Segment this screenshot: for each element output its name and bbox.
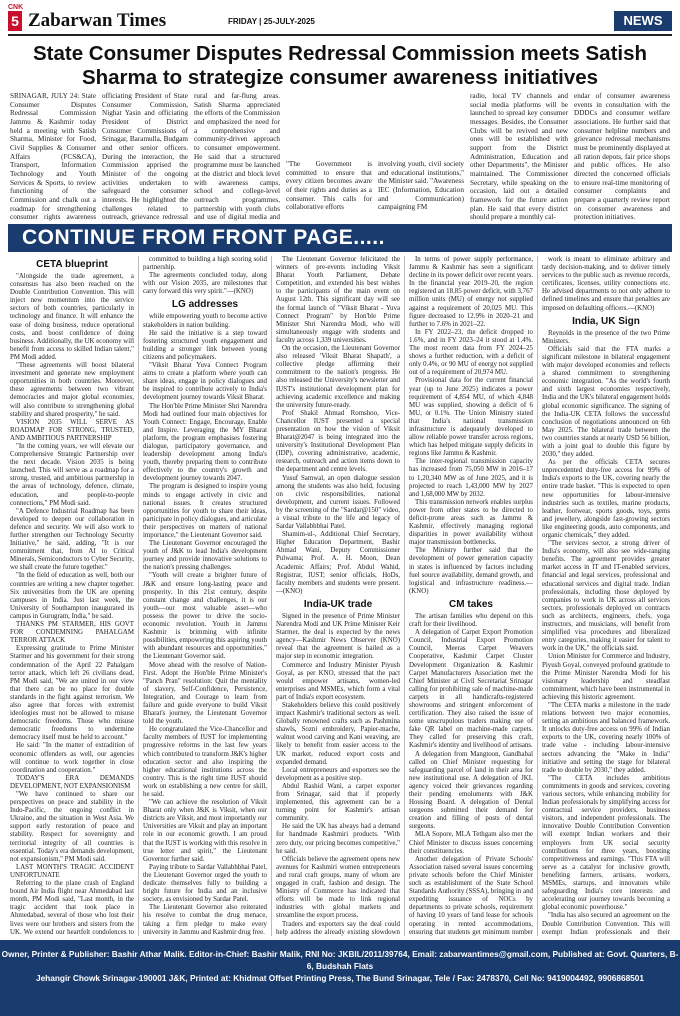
- story-column-1: [10, 256, 134, 936]
- story-paragraph: Union Minister for Commerce and Industry, Piyush Goyal, conveyed profound gratitude to the Prime Minister Narendra Modi for his visionary leadership and steadfast commitment, which have been instrumental in achieving this historic agreement.: [542, 653, 670, 701]
- story-paragraph: Provisional data for the current financial year (up to June 2025) indicates a power requirement of 4,854 MU, of which 4,848 MU was supplied, showing a deficit of 6 MU, or 0.1%. The Union Ministry stated that India's national transmission infrastructure is adequately developed to allow reliable power transfer across regions, which has helped mitigate supply deficits in regions like Jammu & Kashmir.: [409, 377, 533, 458]
- story-paragraph: The agreements concluded today, along with our Vision 2035, are milestones that carry forward this very spirit."—(KNO): [143, 272, 267, 296]
- lead-column-2: officiating President of State Consumer Commission, Nighat Yasin and officiating President of District Consumer Commissions of Srinagar, Baramulla, Budgam and other senior officers. During the interaction, the Commission apprised the Minister of the ongoing activities undertaken to safeguard the consumer interests. He highlighted the challenges related to outreach, grievance redressal: [102, 92, 188, 222]
- story-paragraph: Expressing gratitude to Prime Minister Starmer and his government for their strong condemnation of the April 22 Pahalgam terror attack, which left 26 civilians dead, PM Modi said, "We are united in our view that there can be no place for double standards in the fight against terrorism. We also agree that forces with extremist ideologies must not be allowed to misuse democratic freedoms. Those who misuse democratic freedoms to undermine democracy itself must be held to account.": [10, 645, 134, 742]
- continued-stories: [10, 256, 670, 936]
- section-label: NEWS: [614, 11, 672, 31]
- story-paragraph: "The CETA includes ambitious commitments in goods and services, covering various sectors, while enhancing mobility for Indian professionals by simplifying access for contractual service providers, business visitors, and independent professionals. The innovative Double Contribution Convention will exempt Indian workers and their employers from UK social security contributions for three years, boosting competitiveness and earnings. "This FTA will serve as a catalyst for inclusive growth, benefiting farmers, artisans, workers, MSMEs, startups, and innovators while safeguarding India's core interests and accelerating our journey towards becoming a global economic powerhouse.": [542, 774, 670, 912]
- story-paragraph: He congratulated the Vice-Chancellor and faculty members of IUST for implementing progressive reforms in the last few years which contributed to transform J&K's higher education sector and also inspiring the higher educational institutions across the country. This is the right time IUST should work on establishing a new centre for skill, he said.: [143, 726, 267, 798]
- story-column-2: [143, 256, 267, 936]
- lead-column-5: involving youth, civil society and educational institutions," the Minister said. "Awareness IEC (Information, Education and Communication) campaigning FM: [378, 160, 464, 212]
- story-paragraph: Yusuf Samwal, an open dialogue session among the students was also held, focusing on civic responsibilities, national development, and current issues. Followed by the screening of the "Sardar@150" video, a visual tribute to the life and legacy of Sardar Vallabhbhai Patel.: [276, 474, 400, 531]
- story-paragraph: work is meant to eliminate arbitrary and tardy decision-making, and to deliver timely services to the public such as revenue records, certificates, licenses, utility connections etc. He advised departments to not only adhere to defined timelines and ensure that penalties are imposed on defaulting officers.—(KNO): [542, 256, 670, 312]
- masthead: [0, 11, 680, 33]
- story-paragraph: He said the initiative is a step toward fostering structured youth engagement and building a stronger link between young citizens and policymakers.: [143, 329, 267, 361]
- story-paragraph: In FY 2022–23, the deficit dropped to 1.6%, and in FY 2023–24 it stood at 1.4%. The most recent data from FY 2024–25 shows a further reduction, with a deficit of only 0.4%, or 90 MU of energy not supplied out of a requirement of 20,974 MU.: [409, 328, 533, 377]
- story-paragraph: Paying tribute to Sardar Vallabhbhai Patel, the Lieutenant Governor urged the youth to dedicate themselves fully to building a bright future for India and an inclusive society, as envisioned by Sardar Patel.: [143, 863, 267, 904]
- imprint-line-1: Owner, Printer & Publisher: Bashir Athar Malik. Editor-in-Chief: Bashir Malik, RNI No: JKBIL/2011/39764, Email: zabarwantimes@gmail.com, Published at: Govt. Quarters, B-6, Budshah Flats: [1, 949, 679, 971]
- story-paragraph: The Lieutenant Governor encouraged the youth of J&K to lead India's development journey and provide innovative solutions to the nation's pressing challenges.: [143, 540, 267, 572]
- newspaper-brand: Zabarwan Times: [28, 10, 167, 31]
- story-paragraph: On the occasion, the Lieutenant Governor also released 'Viksit Bharat Shapath', a collective pledge affirming their commitment to the nation's progress. He also released the University's newsletter and IUST's institutional development plan for achieving academic excellence and making the university future-ready.: [276, 345, 400, 409]
- story-paragraph: "Youth will create a brighter future of J&K and ensure long-lasting peace and prosperity. In this 21st century, despite constant change and challenges, it is our youth—our most valuable asset—who possess the power to drive the socio-economic revolution. Youth in Jammu Kashmir is brimming with infinite possibilities, empowering this aspiring youth with abundant resources and opportunities," the Lieutenant Governor said.: [143, 572, 267, 661]
- lead-column-4: "The Government is committed to ensure that every citizen becomes aware of their rights and duties as a consumer. This calls for collaborative efforts: [286, 160, 372, 212]
- lead-story: [10, 92, 670, 222]
- lead-column-1: SRINAGAR, JULY 24: State Consumer Disputes Redressal Commission Jammu & Kashmir today held a meeting with Satish Sharma, Minister for Food, Civil Supplies & Consumer Affairs (FCS&CA), Transport, Information Technology and Youth Services & Sports, to review functioning of the Commission and chalk out a roadmap for strengthening consumer rights awareness: [10, 92, 96, 222]
- story-paragraph: "In the coming years, we will elevate our Comprehensive Strategic Partnership over the next decade. Vision 2035 is being launched. This will serve as a roadmap for a strong, trusted, and ambitious partnership in the areas of technology, defence, climate, education, and people-to-people connections," PM Modi said.: [10, 442, 134, 507]
- story-paragraph: Prof Shakil Ahmad Romshoo, Vice-Chancellor IUST presented a special presentation on how the vision of Viksit Bharat@2047 is being integrated into the university's Institutional Development Plan (IDP), covering administrative, academic, research, outreach and action items down to the department and centre levels.: [276, 409, 400, 474]
- story-paragraph: TODAY'S ERA DEMANDS DEVELOPMENT, NOT EXPANSIONISM: [10, 774, 134, 790]
- story-paragraph: The program is designed to inspire young minds to engage actively in civic and national issues. It creates structured opportunities for youth to share their ideas, participate in policy dialogues, and articulate their perspectives on matters of national importance," the Lieutenant Governor said.: [143, 483, 267, 539]
- story-paragraph: A delegation of Carpet Export Promotion Council, Industrial Export Promotion Council, Meeras Carpet Weavers Cooperative, Kashmir Carpet Cluster Development Organization & Kashmir Carpet Manufacturers Association met the Chief Minister at Civil Secretariat Srinagar calling for prohibiting sale of machine-made carpets in all handicrafts-registered showrooms and stringent enforcement of certification. They also raised the issue of some unscrupulous traders making use of fake QR label on machine-made carpets. They called for preserving this craft, Kashmir's identity and livelihood of artisans.: [409, 629, 533, 750]
- story-paragraph: Traders and exporters say the deal could help address the already existing slowdown: [276, 920, 400, 936]
- story-paragraph: "We can achieve the resolution of Viksit Bharat only when J&K is Viksit, when our districts are Viksit, and most importantly our Universities are Viksit and play an important role in our economic growth. I am proud that the IUST is working with this resolve in true letter and spirit," the Lieutenant Governor further said.: [143, 799, 267, 863]
- story-heading: CM takes: [449, 598, 493, 610]
- story-column-3: [276, 256, 400, 936]
- lead-column-3: rural and far-flung areas. Satish Sharma appreciated the efforts of the Commission and emphasized the need for a comprehensive and community-driven approach to consumer empowerment. He said that a structured programme must be launched at the district and block level with awareness camps, school and college-level outreach programmes, partnership with youth clubs and use of digital media and: [194, 92, 280, 222]
- lead-column-6: radio, local TV channels and social media platforms will be launched to spread key consumer messages. Besides, the Consumer Clubs will be revived and new ones will be established with support from the District Administration, Education and other Departments", the Minister maintained. The Commissioner Secretary, while speaking on the occasion, laid out a detailed framework for the future action plan. He said that every district should prepare a monthly cal-: [470, 92, 568, 222]
- story-paragraph: "Viksit Bharat Yuva Connect Program aims to create a platform where youth can share ideas, engage in policy dialogues and be inspired to contribute actively to India's development journey towards Viksit Bharat.: [143, 362, 267, 402]
- story-paragraph: As per the officials CETA secures unprecedented duty-free access for 99% of India's exports to the UK, covering nearly the entire trade basket. "This is expected to open new opportunities for labour-intensive industries such as textiles, marine products, leather, footwear, sports goods, toys, gems and jewellery, alongside fast-growing sectors like engineering goods, auto components, and organic chemicals," they added.: [542, 459, 670, 539]
- story-paragraph: "India has also secured an agreement on the Double Contribution Convention. This will exempt Indian professionals and their: [542, 912, 670, 936]
- story-heading: CETA blueprint: [36, 259, 108, 270]
- story-paragraph: Reynolds in the presence of the two Prime Ministers.: [542, 329, 670, 345]
- story-column-5: [542, 256, 670, 936]
- story-paragraph: Officials believe the agreement opens new avenues for Kashmiri women entrepreneurs and rural craft groups, many of whom are engaged in craft, fashion and design. The Ministry of Commerce has indicated that efforts will be made to link regional industries with global markets and streamline the export process.: [276, 855, 400, 920]
- story-paragraph: Referring to the plane crash of England bound Air India flight near Ahmedabad last month, PM Modi said, "Last month, in the tragic accident that took place in Ahmedabad, several of those who lost their lives were our brothers and sisters from the UK. We extend our heartfelt condolences to: [10, 880, 134, 936]
- story-paragraph: He said: "In the matter of extradition of economic offenders as well, our agencies will continue to work together in close coordination and cooperation.": [10, 742, 134, 774]
- story-paragraph: committed to building a high scoring solid partnership.: [143, 256, 267, 272]
- story-paragraph: "We have continued to share our perspectives on peace and stability in the Indo-Pacific, the ongoing conflict in Ukraine, and the situation in West Asia. We support early restoration of peace and stability. Respect for sovereignty and territorial integrity of all countries is essential. Today's era demands development, not expansionism," PM Modi said.: [10, 791, 134, 863]
- story-heading: LG addresses: [171, 299, 239, 311]
- story-paragraph: Another delegation of Private Schools' Association raised several issues concerning private schools before the Chief Minister such as establishment of the State School Standards Authority (SSSA), bringing in and expediting issuance of NOCs by departments to private schools, requirement of having 10 years of land lease for schools operating in rented accommodations, ensuring that students get minimum number: [409, 855, 533, 936]
- cnk-label: CNK: [8, 4, 24, 11]
- lead-column-7: endar of consumer awareness events in consultation with the DDDCs and consumer welfare associations. He further said that consumer helpline numbers and grievance redressal mechanisms must be prominently displayed at all ration depots, fair price shops and public offices. He also directed the concerned officials to ensure real-time monitoring of consumer complaints and prepare a quarterly review report on consumer awareness and protection initiatives.: [574, 92, 670, 222]
- imprint-line-2: Jehangir Chowk Srinagar-190001 J&K, Printed at: Khidmat Offset Printing Press, The Bund Srinagar, Tele / Fax: 2478370, Cell No: 9419004492, 9906868501: [35, 973, 645, 983]
- story-paragraph: "Alongside the trade agreement, a consensus has also been reached on the Double Contribution Convention. This will inject new momentum into the service sectors of both countries, particularly in technology and finance. It will enhance the ease of doing business, reduce operational costs, and boost confidence of doing business. Additionally, the UK economy will benefit from access to skilled Indian talent," PM Modi added.: [10, 273, 134, 361]
- story-paragraph: He said the UK has always had a demand for handmade Kashmiri products. "With zero duty, our pricing becomes competitive," he said.: [276, 823, 400, 855]
- story-paragraph: LAST MONTH'S TRAGIC ACCIDENT UNFORTUNATE: [10, 863, 134, 879]
- story-paragraph: This transmission network enables surplus power from other states to be directed to deficit-prone areas such as Jammu & Kashmir, effectively managing regional disparities in power availability without major transmission bottlenecks.: [409, 498, 533, 547]
- story-paragraph: The Lieutenant Governor also reiterated his resolve to combat the drug menace, taking a firm pledge to make every university in Jammu and Kashmir drug free.: [143, 904, 267, 936]
- story-paragraph: Commerce and Industry Minister Piyush Goyal, as per KNO, stressed that the pact would empower artisans, women-led enterprises and MSMEs, which form a vital part of India's export ecosystem.: [276, 661, 400, 701]
- story-paragraph: "In the field of education as well, both our countries are writing a new chapter together. Six universities from the UK are opening campuses in India. Just last week, the University of Southampton inaugurated its campus in Gurugram, India," he said.: [10, 572, 134, 620]
- page-number: 5: [8, 11, 22, 31]
- story-paragraph: Move ahead with the resolve of Nation-First. Adopt the Hon'ble Prime Minister's "Panch Pran" resolution: Quit the mentality of slavery, Self-Confidence, Persistence, Integration, and Courage to learn from failure and guide everyone to build Viksit Bharat's journey, the Lieutenant Governor told the youth.: [143, 661, 267, 726]
- story-paragraph: Stakeholders believe this could positively impact Kashmir's traditional sectors as well. Globally renowned crafts such as Pashmina shawls, Sozni embroidery, Papier-mache, walnut wood carving and Kani weaving, are likely to benefit from easier access to the UK market, reduced export costs and expanded demand.: [276, 701, 400, 766]
- story-heading: India-UK trade: [303, 598, 373, 610]
- story-paragraph: "A Defence Industrial Roadmap has been developed to deepen our collaboration in defence and security. We will also work to further strengthen our Technology Security Initiative," he said, adding, "It is our commitment that, from AI to Critical Minerals, Semiconductors to Cyber Security, we shall create the future together.": [10, 507, 134, 572]
- story-paragraph: Signed in the presence of Prime Minister Narendra Modi and UK Prime Minister Keir Starmer, the deal is expected by the news agency—Kashmir News Observer (KNO) reveal that the agreement is hailed as a major step in economic integration.: [276, 612, 400, 661]
- story-heading: India, UK Sign: [572, 315, 640, 327]
- story-paragraph: In terms of power supply performance, Jammu & Kashmir has seen a significant decline in its power deficit over recent years. In the financial year 2019–20, the region registered an 18.85 power deficit, with 3,767 million units (MU) of energy not supplied against a requirement of 20,025 MU. This figure decreased to 12.9% in 2020–21 and further to 7.6% in 2021–22.: [409, 256, 533, 328]
- story-paragraph: The artisan families who depend on this craft for their livelihood.: [409, 612, 533, 629]
- story-paragraph: Officials said that the FTA marks a significant milestone in bilateral engagement with major developed economies and reflects a shared commitment to strengthening economic integration. "As the world's fourth and sixth largest economies respectively, India and the UK's bilateral engagement holds global economic significance. The signing of the India-UK CETA follows the successful conclusion of negotiations announced on 6th May 2025. The bilateral trade between the two countries stands at nearly USD 56 billion, with a joint goal to double this figure by 2030," they added.: [542, 345, 670, 459]
- story-paragraph: A delegation from Mangtoon, Gandhabal called on Chief Minister requesting for safeguarding parcel of land in their area for new institutional use. A delegation of JKL agency voiced their grievances regarding their pending emoluments with J&K Housing Board. A delegation of Dental surgeons submitted their demand for creation and filling of posts of dental surgeons.: [409, 750, 533, 831]
- imprint-footer: [0, 940, 680, 1016]
- story-column-4: [409, 256, 533, 936]
- story-paragraph: MLA Sopore, MLA Tethgam also met the Chief Minister to discuss issues concerning their constituencies.: [409, 831, 533, 855]
- top-strip: [0, 0, 680, 6]
- story-paragraph: Abdul Rashid Wani, a carpet exporter from Srinagar, said that if properly implemented, this agreement can be a turning point for Kashmir's artisan community.: [276, 782, 400, 823]
- story-paragraph: The Lieutenant Governor felicitated the winners of pre-events including Viksit Bharat Youth Parliament, Debate Competition, and extended his best wishes to the participants of the main event on August 12th. This significant day will see the formal launch of "Viksit Bharat - Yuva Connect Program" by Hon'ble Prime Minister Shri Narendra Modi, who will simultaneously engage with students and faculty across 1,339 universities.: [276, 256, 400, 344]
- story-paragraph: "The CETA marks a milestone in the trade relations between two major economies, setting an ambitious and balanced framework. It unlocks duty-free access on 99% of Indian exports to the UK, covering nearly 100% of trade value - including labour-intensive sectors advancing the "Make in India" initiative and setting the stage for bilateral trade to double by 2030," they added.: [542, 701, 670, 774]
- story-paragraph: Local entrepreneurs and exporters see the development as a positive step.: [276, 766, 400, 782]
- masthead-rule: [8, 34, 672, 36]
- story-paragraph: The Hon'ble Prime Minister Shri Narendra Modi had outlined four main objectives for Youth Connect: Engage, Encourage, Enable and Inspire. Leveraging the MY Bharat platform, the program emphasises fostering dialogue, participatory governance, and leadership development among India's youth, thereby preparing them to contribute effectively to the country's growth and development journey towards 2047.: [143, 402, 267, 483]
- story-paragraph: Shamim-ul-, Additional Chief Secretary, Higher Education Department, Bashir Ahmad Wani, Deputy Commissioner Pulwama; Prof. A. H. Moon, Dean Academic Affairs; Prof. Abdul Wahid, Registrar, IUST; senior officials, HoDs, faculty members and students were present.—(KNO): [276, 531, 400, 595]
- main-headline: State Consumer Disputes Redressal Commission meets Satish Sharma to strategize consumer awareness initiatives: [32, 42, 648, 89]
- story-paragraph: The inter-regional transmission capacity has increased from 75,050 MW in 2016–17 to 1,20,340 MW as of June 2025, and it is projected to reach 1,43,000 MW by 2027 and 1,68,000 MW by 2032.: [409, 458, 533, 498]
- issue-date: FRIDAY | 25-JULY-2025: [228, 17, 315, 26]
- story-paragraph: "These agreements will boost bilateral investment and generate new employment opportunities in both countries. Moreover, these agreements between two vibrant democracies and major global economies, will also contribute to strengthening global stability and shared prosperity," he said.: [10, 362, 134, 418]
- continued-banner: CONTINUE FROM FRONT PAGE.....: [8, 224, 672, 252]
- story-paragraph: while empowering youth to become active stakeholders in nation building.: [143, 313, 267, 329]
- story-paragraph: VISION 2035 WILL SERVE AS ROADMAP FOR STRONG, TRUSTED, AND AMBITIOUS PARTNERSHIP: [10, 418, 134, 442]
- story-paragraph: "The services sector, a strong driver of India's economy, will also see wide-ranging benefits. The agreement provides greater market access in IT and IT-enabled services, financial and legal services, professional and educational services and digital trade. Indian professionals, including those deployed by companies to work in UK across all services sectors, professionals deployed on contracts such as architects, engineers, chefs, yoga instructors, and musicians, will benefit from simplified visa procedures and liberalized entry categories, making it easier for talent to work in the UK," the officials said.: [542, 540, 670, 653]
- story-paragraph: THANKS PM STARMER, HIS GOVT FOR CONDEMNING PAHALGAM TERROR ATTACK: [10, 621, 134, 645]
- story-paragraph: The Ministry further said that the development of power generation capacity in states is influenced by factors including fuel source availability, demand growth, and logistical and infrastructure readiness.—(KNO): [409, 547, 533, 595]
